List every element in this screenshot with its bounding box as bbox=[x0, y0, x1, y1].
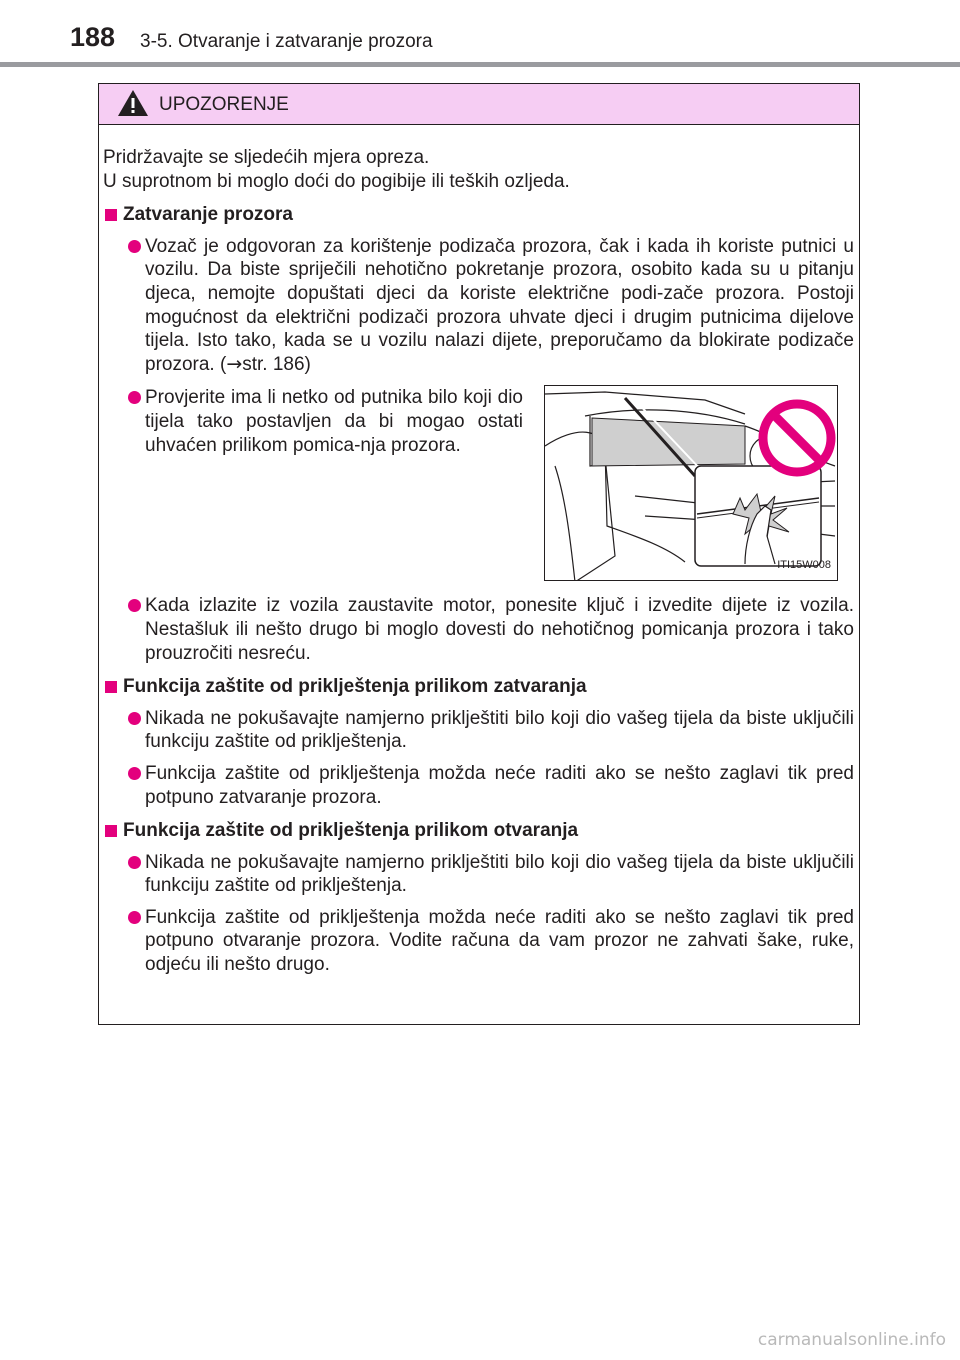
round-bullet-icon bbox=[128, 391, 141, 404]
intro-line: U suprotnom bi moglo doći do pogibije ili teških ozljeda. bbox=[103, 170, 570, 192]
header-rule bbox=[0, 62, 960, 67]
window-pinch-illustration bbox=[544, 385, 838, 581]
round-bullet-icon bbox=[128, 599, 141, 612]
square-bullet-icon bbox=[105, 681, 117, 693]
arrow-right-icon: → bbox=[226, 352, 243, 375]
square-bullet-icon bbox=[105, 825, 117, 837]
section-heading bbox=[103, 203, 854, 227]
section-heading bbox=[103, 675, 854, 699]
figure-code: ITI15W008 bbox=[777, 558, 831, 571]
section-heading bbox=[103, 819, 854, 843]
round-bullet-icon bbox=[128, 911, 141, 924]
item-text: Nikada ne pokušavajte namjerno priklještiti bilo koji dio vašeg tijela da biste uključili funkciju zaštite od priklještenja. bbox=[145, 851, 854, 897]
item-with-figure bbox=[103, 386, 854, 586]
page-header bbox=[0, 0, 960, 66]
item-text: Funkcija zaštite od priklještenja možda neće raditi ako se nešto zaglavi tik pred potpuno otvaranje prozora. Vodite računa da vam prozor ne zahvati šake, ruke, odjeću ili nešto drugo. bbox=[145, 906, 854, 976]
list-item bbox=[103, 762, 854, 809]
item-text: Kada izlazite iz vozila zaustavite motor, ponesite ključ i izvedite dijete iz vozila. Nestašluk ili nešto drugo bi moglo dovesti do nehotičnog pomicanja prozora i tako prouzročiti nesreću. bbox=[145, 595, 854, 664]
warning-title: UPOZORENJE bbox=[159, 94, 289, 115]
item-text: Vozač je odgovoran za korištenje podizača prozora, čak i kada ih koriste putnici u vozilu. Da biste spriječili nehotično pokretanje prozora, osobito kada su u pitanju djeca, nemojte dopuštati djeci da koriste električne podi-zače prozora. Postoji mogućnost da električni podizači prozora uhvate djeci i drugim putnicima dijelove tijela. Isto tako, kada se u vozilu nalazi dijete, preporučamo da blokirate podizače prozora. ( bbox=[145, 235, 854, 375]
warning-box bbox=[98, 83, 860, 1025]
list-item bbox=[103, 906, 854, 977]
warning-triangle-icon bbox=[117, 89, 149, 117]
round-bullet-icon bbox=[128, 856, 141, 869]
item-text: Nikada ne pokušavajte namjerno priklještiti bilo koji dio vašeg tijela da biste uključili funkciju zaštite od priklještenja. bbox=[145, 707, 854, 753]
car-interior-illustration bbox=[545, 386, 838, 581]
list-item bbox=[103, 386, 523, 457]
round-bullet-icon bbox=[128, 712, 141, 725]
section-heading-text: Zatvaranje prozora bbox=[123, 204, 293, 226]
square-bullet-icon bbox=[105, 209, 117, 221]
list-item bbox=[103, 235, 854, 377]
item-text: Provjerite ima li netko od putnika bilo koji dio tijela tako postavljen da bi mogao ostati uhvaćen prilikom pomica-nja prozora. bbox=[145, 387, 523, 456]
watermark: carmanualsonline.info bbox=[757, 1330, 946, 1350]
list-item bbox=[103, 851, 854, 898]
section-heading-text: Funkcija zaštite od priklještenja prilikom otvaranja bbox=[123, 820, 579, 842]
warning-intro bbox=[103, 146, 854, 193]
intro-line: Pridržavajte se sljedećih mjera opreza. bbox=[103, 147, 430, 168]
round-bullet-icon bbox=[128, 240, 141, 253]
list-item bbox=[103, 594, 854, 665]
warning-content bbox=[103, 146, 854, 977]
warning-header bbox=[99, 84, 859, 125]
round-bullet-icon bbox=[128, 767, 141, 780]
list-item bbox=[103, 707, 854, 754]
page-reference: str. 186) bbox=[242, 353, 311, 375]
item-text: Funkcija zaštite od priklještenja možda neće raditi ako se nešto zaglavi tik pred potpuno zatvaranje prozora. bbox=[145, 762, 854, 808]
section-heading-text: Funkcija zaštite od priklještenja prilikom zatvaranja bbox=[123, 676, 587, 698]
section-title: 3-5. Otvaranje i zatvaranje prozora bbox=[140, 31, 433, 52]
page-number: 188 bbox=[70, 22, 116, 52]
